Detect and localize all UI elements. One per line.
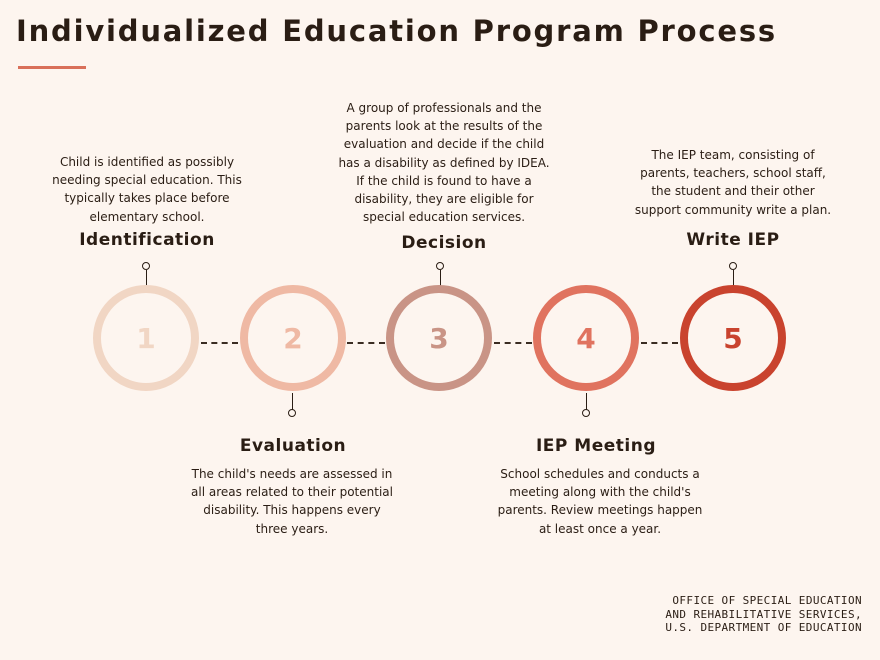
title-underline	[18, 66, 86, 69]
step-4-connector-stem	[586, 393, 587, 410]
credit-line-3: U.S. DEPARTMENT OF EDUCATION	[665, 621, 862, 634]
step-2-title: Evaluation	[239, 436, 347, 456]
step-4-connector-pin	[582, 409, 590, 417]
connector-dash-2-3	[347, 342, 385, 344]
step-4-title: IEP Meeting	[535, 436, 657, 456]
step-2-connector-pin	[288, 409, 296, 417]
step-1-title: Identification	[79, 230, 215, 250]
connector-dash-1-2	[201, 342, 238, 344]
step-1-description: Child is identified as possibly needing special education. This typically takes place before elementary school.	[52, 155, 242, 224]
step-2-circle: 2	[240, 285, 346, 391]
step-3-circle: 3	[386, 285, 492, 391]
credit-line-1: OFFICE OF SPECIAL EDUCATION	[672, 594, 862, 607]
step-4-circle: 4	[533, 285, 639, 391]
step-1-connector-pin	[142, 262, 150, 270]
step-5-description: The IEP team, consisting of parents, teachers, school staff, the student and their other support community write a plan.	[634, 148, 832, 217]
step-4-description: School schedules and conducts a meeting along with the child's parents. Review meetings happen at least once a year.	[497, 467, 703, 536]
step-2-description: The child's needs are assessed in all areas related to their potential disability. This happens every three years.	[191, 467, 393, 536]
step-5-circle: 5	[680, 285, 786, 391]
step-5-title: Write IEP	[686, 230, 780, 250]
step-1-circle: 1	[93, 285, 199, 391]
step-2-connector-stem	[292, 393, 293, 410]
step-3-title: Decision	[401, 233, 487, 253]
credit-line-2: AND REHABILITATIVE SERVICES,	[665, 607, 862, 621]
step-3-connector-pin	[436, 262, 444, 270]
source-credit	[665, 594, 862, 635]
connector-dash-4-5	[641, 342, 678, 344]
step-5-connector-pin	[729, 262, 737, 270]
step-3-description: A group of professionals and the parents look at the results of the evaluation and decide if the child has a disability as defined by IDEA. If the child is found to have a disability, they are eligible for special education services.	[338, 101, 550, 225]
page-title: Individualized Education Program Process	[16, 14, 777, 48]
connector-dash-3-4	[494, 342, 532, 344]
